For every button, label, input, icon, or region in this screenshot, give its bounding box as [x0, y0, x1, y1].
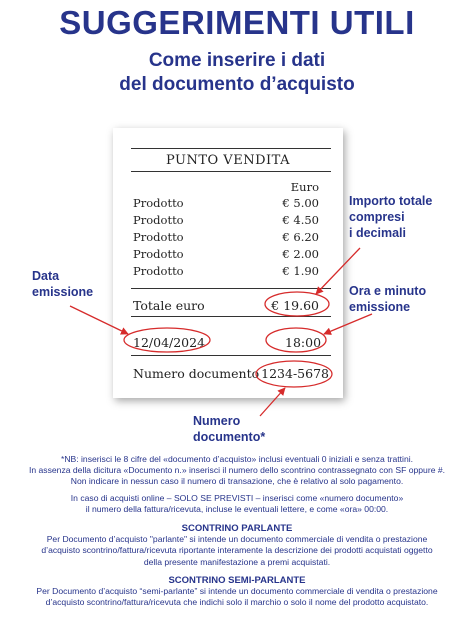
annotation-line: emissione — [32, 285, 94, 299]
receipt-item-row — [133, 264, 319, 278]
item-price: € 2.00 — [282, 247, 319, 261]
section-heading: SCONTRINO PARLANTE — [181, 523, 293, 535]
note-line: Non indicare in nessun caso il numero di transazione, che è relativo al solo pagamento. — [70, 476, 404, 487]
receipt-time: 18:00 — [285, 335, 322, 350]
annotation-line: i decimali — [349, 226, 406, 240]
receipt-divider — [131, 355, 331, 356]
item-price: € 6.20 — [282, 230, 319, 244]
receipt-total-row — [133, 298, 319, 313]
note-line: Per Documento d’acquisto “semi-parlante” si intende un documento commerciale di vendita o prestazione — [36, 586, 438, 597]
doc-label: Numero documento — [133, 366, 260, 381]
page-title: SUGGERIMENTI UTILI — [59, 4, 415, 41]
annotation-ora-minuto — [349, 283, 426, 315]
receipt-store-name: PUNTO VENDITA — [166, 153, 290, 168]
receipt-item-row — [133, 213, 319, 227]
item-price: € 5.00 — [282, 196, 319, 210]
annotation-line: emissione — [349, 300, 411, 314]
note-line: In assenza della dicitura «Documento n.» inserisci il numero dello scontrino contrassegnato con SF oppure #. — [28, 465, 446, 476]
item-name: Prodotto — [133, 230, 184, 244]
note-line: della presente manifestazione a premi acquistati. — [143, 556, 331, 567]
annotation-line: Ora e minuto — [349, 284, 427, 298]
item-price: € 4.50 — [282, 213, 319, 227]
note-line: d’acquisto scontrino/fattura/ricevuta riportante interamente la descrizione dei prodotti acquistati oggetto — [41, 545, 433, 556]
receipt-date: 12/04/2024 — [133, 335, 206, 350]
note-line: *NB: inserisci le 8 cifre del «documento d’acquisto» inclusi eventuali 0 iniziali e senza trattini. — [60, 454, 414, 464]
annotation-line: compresi — [349, 210, 405, 224]
note-line: In caso di acquisti online – SOLO SE PREVISTI – inserisci come «numero documento» — [70, 492, 404, 503]
annotation-importo-totale — [349, 193, 432, 241]
item-name: Prodotto — [133, 264, 184, 278]
total-value: € 19.60 — [271, 298, 319, 313]
receipt-divider — [131, 288, 331, 289]
annotation-data-emissione — [32, 268, 93, 300]
receipt-divider — [131, 316, 331, 317]
receipt-doc-row — [133, 366, 329, 381]
item-price: € 1.90 — [282, 264, 319, 278]
annotation-line: Importo totale — [349, 194, 433, 208]
total-label: Totale euro — [133, 298, 205, 313]
annotation-line: Numero — [193, 414, 241, 428]
note-line: d’acquisto scontrino/fattura/ricevuta che indichi solo il marchio o solo il nome del prodotto acquistato. — [45, 597, 429, 608]
receipt-divider — [131, 148, 331, 149]
annotation-numero-documento — [193, 413, 265, 445]
section-heading: SCONTRINO SEMI-PARLANTE — [168, 574, 306, 586]
annotation-line: documento* — [193, 430, 266, 444]
note-line: il numero della fattura/ricevuta, incluse le eventuali lettere, e come «ora» 00:00. — [85, 503, 389, 514]
notes-section — [0, 454, 474, 608]
receipt-item-row — [133, 247, 319, 261]
annotation-line: Data — [32, 269, 60, 283]
note-line: Per Documento d’acquisto "parlante" si intende un documento commerciale di vendita o prestazione — [46, 534, 428, 545]
item-name: Prodotto — [133, 247, 184, 261]
item-name: Prodotto — [133, 213, 184, 227]
item-name: Prodotto — [133, 196, 184, 210]
doc-number: 1234-5678 — [261, 366, 329, 381]
receipt-item-row — [133, 230, 319, 244]
receipt-item-row — [133, 196, 319, 210]
receipt — [113, 128, 343, 398]
receipt-currency-header: Euro — [290, 180, 319, 194]
subtitle-line2: del documento d’acquisto — [119, 74, 355, 95]
subtitle-line1: Come inserire i dati — [148, 50, 326, 71]
receipt-divider — [131, 171, 331, 172]
